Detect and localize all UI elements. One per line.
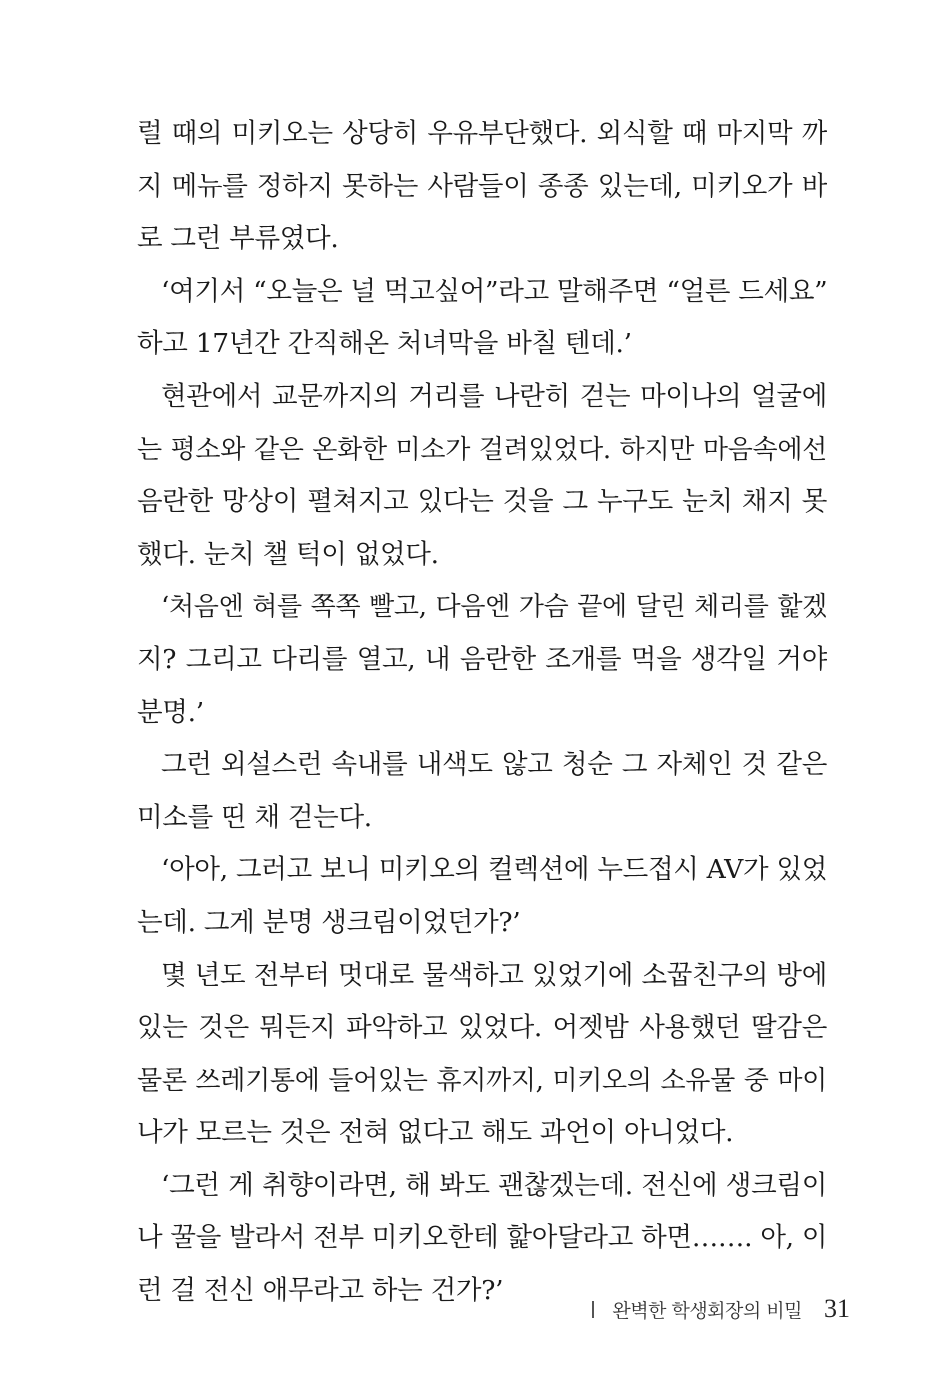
text-line: ‘아아, 그러고 보니 미키오의 컬렉션에 누드접시 AV가 있었 bbox=[161, 854, 827, 886]
text-line: ‘처음엔 혀를 쪽쪽 빨고, 다음엔 가슴 끝에 달린 체리를 핥겠 bbox=[161, 592, 827, 623]
text-line: 그런 외설스런 속내를 내색도 않고 청순 그 자체인 것 같은 bbox=[161, 749, 827, 781]
text-line: 했다. 눈치 챌 턱이 없었다. bbox=[137, 538, 439, 570]
text-line: 물론 쓰레기통에 들어있는 휴지까지, 미키오의 소유물 중 마이 bbox=[137, 1065, 827, 1096]
text-line: 현관에서 교문까지의 거리를 나란히 걷는 마이나의 얼굴에 bbox=[161, 380, 827, 412]
text-line: 럴 때의 미키오는 상당히 우유부단했다. 외식할 때 마지막 까 bbox=[137, 118, 827, 149]
page-number: 31 bbox=[824, 1294, 850, 1323]
text-line: 몇 년도 전부터 멋대로 물색하고 있었기에 소꿉친구의 방에 bbox=[161, 959, 827, 991]
text-line: 있는 것은 뭐든지 파악하고 있었다. 어젯밤 사용했던 딸감은 bbox=[137, 1012, 827, 1044]
page-footer bbox=[560, 1292, 850, 1326]
text-line: 하고 17년간 간직해온 처녀막을 바칠 텐데.’ bbox=[137, 328, 632, 360]
text-line: 음란한 망상이 펼쳐지고 있다는 것을 그 누구도 눈치 채지 못 bbox=[137, 486, 827, 518]
body-text bbox=[137, 108, 827, 1318]
text-line: 지 메뉴를 정하지 못하는 사람들이 종종 있는데, 미키오가 바 bbox=[137, 170, 827, 202]
footer-divider bbox=[592, 1301, 594, 1318]
text-line: ‘여기서 “오늘은 널 먹고싶어”라고 말해주면 “얼른 드세요” bbox=[161, 275, 827, 307]
text-line: 로 그런 부류였다. bbox=[137, 223, 339, 255]
text-line: 나가 모르는 것은 전혀 없다고 해도 과언이 아니었다. bbox=[137, 1117, 734, 1149]
text-line: ‘그런 게 취향이라면, 해 봐도 괜찮겠는데. 전신에 생크림이 bbox=[161, 1169, 827, 1201]
text-line: 분명.’ bbox=[137, 696, 204, 728]
running-title: 완벽한 학생회장의 비밀 bbox=[612, 1299, 802, 1322]
text-line: 는 평소와 같은 온화한 미소가 걸려있었다. 하지만 마음속에선 bbox=[137, 434, 827, 465]
text-line: 미소를 띤 채 걷는다. bbox=[137, 801, 372, 833]
text-line: 나 꿀을 발라서 전부 미키오한테 핥아달라고 하면……. 아, 이 bbox=[137, 1222, 827, 1254]
text-line: 런 걸 전신 애무라고 하는 건가?’ bbox=[137, 1275, 504, 1307]
text-line: 지? 그리고 다리를 열고, 내 음란한 조개를 먹을 생각일 거야 bbox=[137, 643, 827, 675]
text-line: 는데. 그게 분명 생크림이었던가?’ bbox=[137, 906, 521, 938]
